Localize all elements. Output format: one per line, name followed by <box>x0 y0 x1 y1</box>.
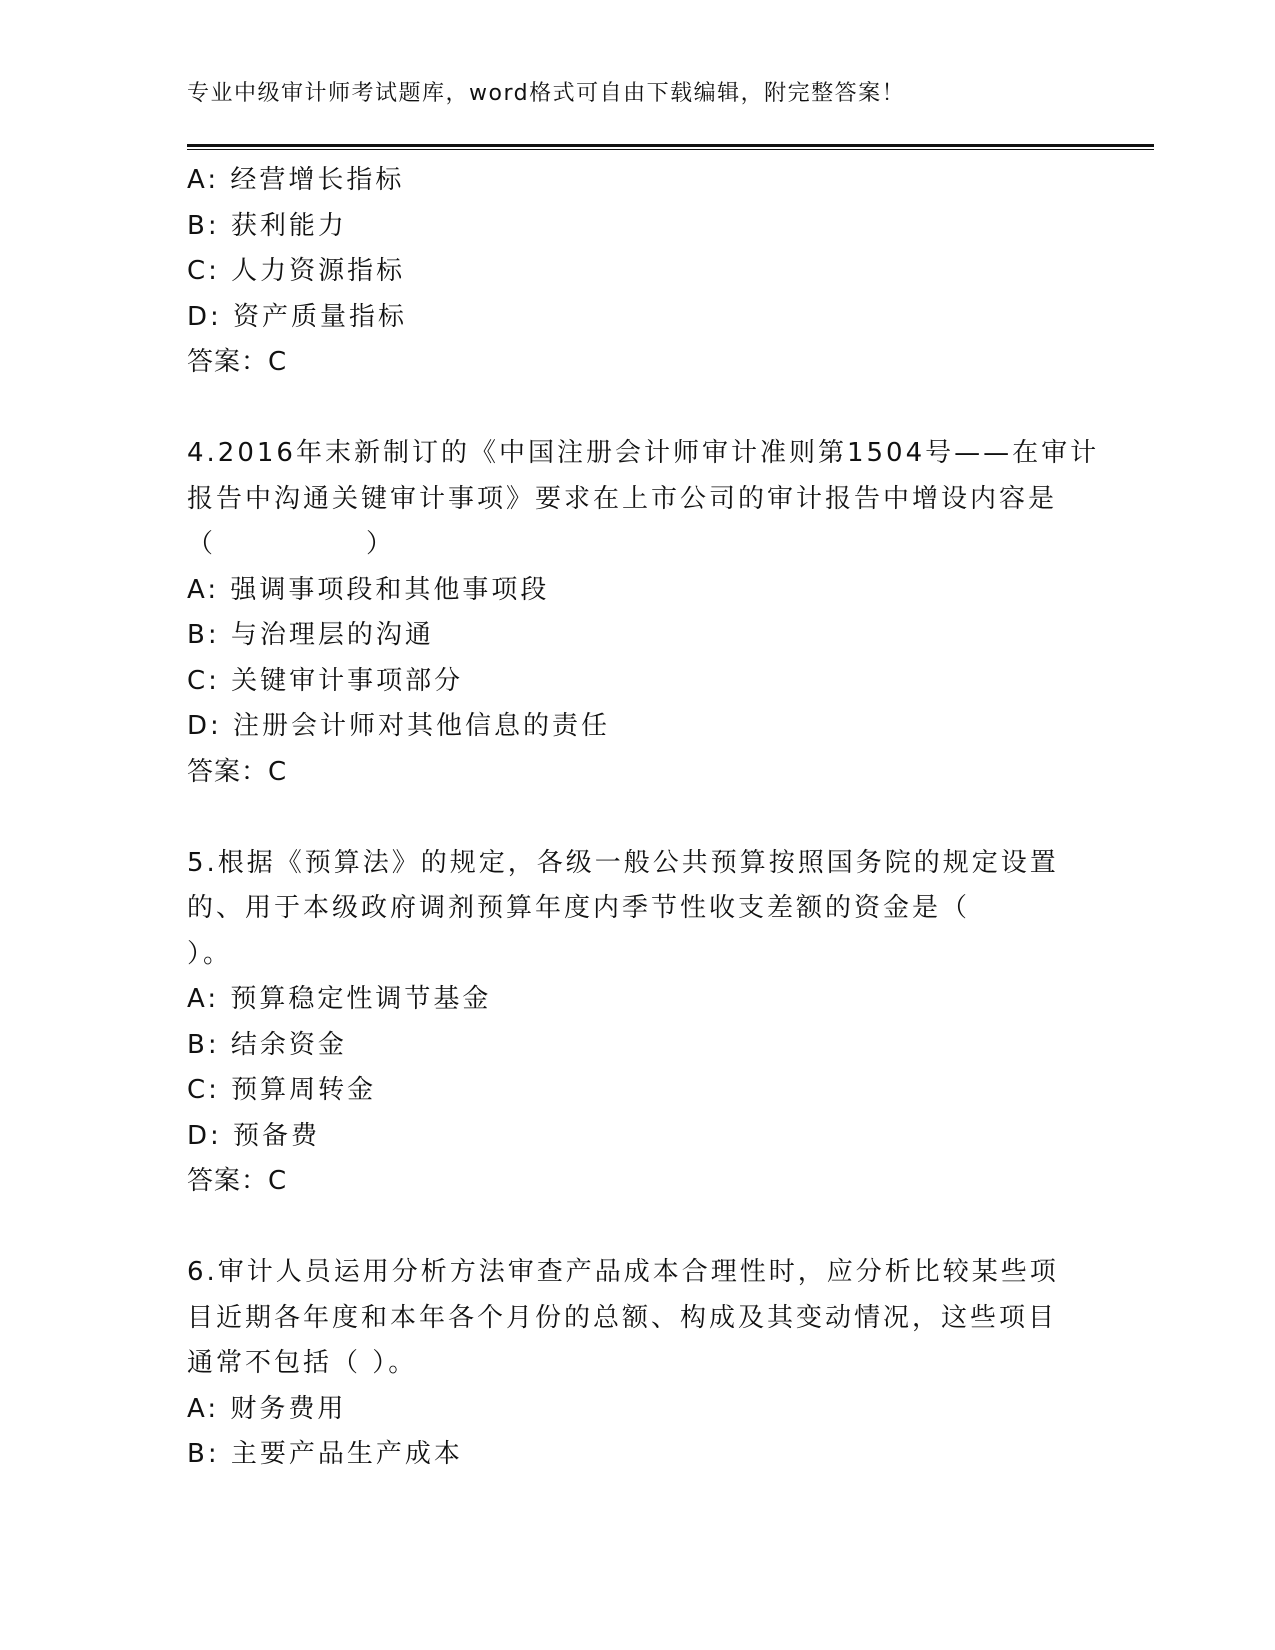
q6-stem-line-1: 6.审计人员运用分析方法审查产品成本合理性时，应分析比较某些项 <box>187 1257 1059 1287</box>
q4-option-b: B: 与治理层的沟通 <box>187 620 434 650</box>
q4-blank-close: ） <box>366 529 396 559</box>
q3-option-c: C: 人力资源指标 <box>187 256 406 286</box>
q6-option-a: A: 财务费用 <box>187 1393 347 1424</box>
q5-stem-line-1: 5.根据《预算法》的规定，各级一般公共预算按照国务院的规定设置 <box>187 847 1059 878</box>
q5-stem-line-3: ）。 <box>187 938 233 969</box>
q6-stem-line-3: 通常不包括（ ）。 <box>187 1348 418 1378</box>
question-6 <box>187 1250 1087 1478</box>
q3-option-d: D: 资产质量指标 <box>187 301 408 332</box>
spacer <box>187 795 1087 841</box>
spacer <box>187 1205 1087 1251</box>
q4-option-c: C: 关键审计事项部分 <box>187 665 464 696</box>
q4-option-a: A: 强调事项段和其他事项段 <box>187 574 550 605</box>
q4-option-d: D: 注册会计师对其他信息的责任 <box>187 711 611 741</box>
q5-answer: 答案：C <box>187 1166 288 1196</box>
spacer <box>187 386 1087 432</box>
page-header: 专业中级审计师考试题库，word格式可自由下载编辑，附完整答案！ <box>187 81 906 106</box>
q3-option-b: B: 获利能力 <box>187 210 347 241</box>
q5-option-a: A: 预算稳定性调节基金 <box>187 984 492 1014</box>
header-rule-thin <box>187 149 1154 150</box>
question-5 <box>187 841 1087 1205</box>
q4-blank-open: （ <box>187 529 217 559</box>
q4-blank <box>187 522 1087 568</box>
question-4 <box>187 431 1100 795</box>
q4-stem-line-1: 4.2016年末新制订的《中国注册会计师审计准则第1504号——在审计 <box>187 438 1100 468</box>
document-body <box>187 158 1100 1478</box>
q5-option-d: D: 预备费 <box>187 1120 321 1151</box>
q3-option-a: A: 经营增长指标 <box>187 165 405 195</box>
q3-answer: 答案：C <box>187 347 288 377</box>
q6-stem-line-2: 目近期各年度和本年各个月份的总额、构成及其变动情况，这些项目 <box>187 1302 1058 1333</box>
q5-option-c: C: 预算周转金 <box>187 1075 377 1105</box>
q4-stem-line-2: 报告中沟通关键审计事项》要求在上市公司的审计报告中增设内容是 <box>187 483 1058 514</box>
q6-option-b: B: 主要产品生产成本 <box>187 1439 463 1469</box>
header-rule-thick <box>187 144 1154 147</box>
question-3 <box>187 158 1087 386</box>
q5-option-b: B: 结余资金 <box>187 1029 347 1060</box>
q5-stem-line-2: 的、用于本级政府调剂预算年度内季节性收支差额的资金是（ <box>187 893 971 923</box>
q4-answer: 答案：C <box>187 756 288 787</box>
